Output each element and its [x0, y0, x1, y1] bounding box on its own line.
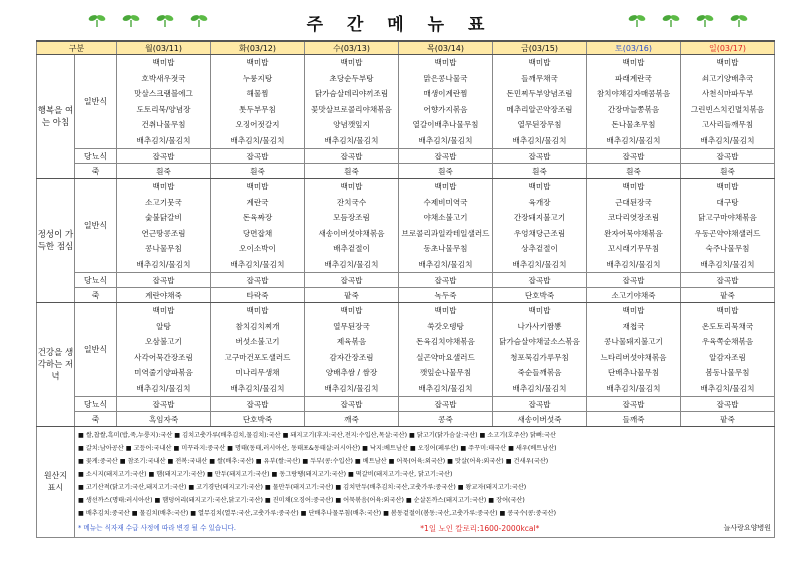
origin-line: ■ 쌀,찹쌀,흑미(밥,죽,누룽지):국산 ■ 김치고춧가루(배추김치,물김치):국산 ■ 돼지고기(후지:국산,전지:수입산,목살:국산) ■ 닭고기(닭가슴살:국산) ■ 소고기(호주산) 닭뼈:국산 [78, 432, 556, 439]
porridge-menu-cell: 타락죽 [211, 288, 305, 303]
porridge-menu-cell: 흰죽 [399, 164, 493, 179]
menu-item: 알탕 [156, 321, 171, 331]
menu-item: 호박새우젓국 [141, 73, 186, 83]
diabetic-menu-cell: 잡곡밥 [493, 149, 587, 164]
day-header: 수(03/13) [305, 41, 399, 55]
diabetic-menu-cell: 잡곡밥 [493, 397, 587, 412]
menu-item: 제육볶음 [336, 337, 367, 346]
porridge-menu-cell: 흰죽 [493, 164, 587, 179]
day-menu-cell [305, 303, 399, 397]
menu-item: 배추김치/물김치 [418, 383, 473, 393]
menu-item: 배추김치/물김치 [606, 135, 661, 145]
menu-item: 고사리들깨무침 [701, 120, 754, 129]
porridge-menu-cell: 소고기야채죽 [587, 288, 681, 303]
menu-item: 해물찜 [246, 89, 269, 98]
menu-item: 숯불닭갈비 [145, 213, 182, 222]
menu-item: 배추김치/물김치 [136, 383, 191, 393]
menu-item: 잔치국수 [336, 197, 367, 207]
menu-item: 소고기뭇국 [145, 197, 182, 207]
diabetic-menu-cell: 잡곡밥 [399, 149, 493, 164]
menu-item: 배추김치/물김치 [418, 259, 473, 269]
menu-item: 닭고구마야채볶음 [698, 213, 757, 222]
menu-item: 사각어묵간장조림 [134, 352, 193, 362]
porridge-menu-cell: 흰죽 [117, 164, 211, 179]
menu-item: 백미밥 [340, 306, 363, 315]
menu-item: 코다리엿장조림 [607, 213, 660, 222]
porridge-menu-cell: 녹두죽 [399, 288, 493, 303]
meal-name: 건강을 생각하는 저녁 [37, 303, 75, 427]
page-title: 주 간 메 뉴 표 [306, 15, 494, 35]
menu-item: 참치김치찌개 [235, 321, 280, 331]
porridge-menu-cell: 깨죽 [305, 412, 399, 427]
diabetic-meal-row [37, 273, 775, 288]
menu-item: 백미밥 [434, 306, 457, 315]
menu-item: 백미밥 [716, 306, 739, 315]
menu-item: 연근땅콩조림 [141, 228, 186, 238]
origin-line: ■ 고기산적(닭고기:국산,돼지고기:국산) ■ 고기경단(돼지고기:국산) ■ 물만두(돼지고기:국산) ■ 김치만두(배추김치:국산,고춧가루:중국산) ■ 왕교자(돼지고기:국산) [78, 484, 527, 491]
menu-item: 모듬장조림 [333, 213, 370, 222]
origin-line: ■ 갈치:남아공산 ■ 고등어:국내산 ■ 미꾸라지:중국산 ■ 명태(동태,러시아산, 동태포&동태살:러시아산) ■ 낙지:베트남산 ■ 오징어(페루산) ■ 주꾸미:태국산 ■ 새우(베트남산) [78, 445, 557, 452]
day-menu-cell [681, 55, 775, 149]
menu-item: 쑥갓오뎅탕 [427, 321, 464, 331]
menu-item: 백미밥 [340, 182, 363, 191]
porridge-menu-cell: 단호박죽 [493, 288, 587, 303]
day-menu-cell [117, 179, 211, 273]
porridge-menu-cell: 팥죽 [305, 288, 399, 303]
diabetic-menu-cell: 잡곡밥 [305, 273, 399, 288]
menu-item: 배추김치/물김치 [324, 135, 379, 145]
sprout-icon [730, 12, 748, 31]
menu-item: 알감자조림 [709, 352, 746, 362]
menu-item: 돈육짜장 [242, 213, 273, 222]
day-menu-cell [305, 55, 399, 149]
menu-item: 맑은콩나물국 [423, 73, 468, 83]
menu-item: 우엉채당근조림 [513, 228, 566, 238]
hospital-name: 늘사랑요양병원 [723, 524, 771, 532]
day-menu-cell [399, 179, 493, 273]
diabetic-menu-cell: 잡곡밥 [681, 149, 775, 164]
menu-item: 브로콜리과일칵테일샐러드 [401, 228, 490, 238]
menu-item: 상추겉절이 [521, 244, 558, 253]
menu-item: 깻잎순나물무침 [419, 368, 472, 377]
diabetic-menu-cell: 잡곡밥 [211, 273, 305, 288]
menu-item: 완자어묵야채볶음 [604, 228, 663, 238]
meal-name: 정성이 가득한 점심 [37, 179, 75, 303]
menu-item: 배추김치/물김치 [512, 135, 567, 145]
diabetic-menu-cell: 잡곡밥 [681, 397, 775, 412]
day-menu-cell [587, 179, 681, 273]
sprout-decoration-right [628, 12, 748, 31]
menu-item: 나가사키짬뽕 [517, 321, 562, 331]
menu-item: 백미밥 [434, 58, 457, 67]
diabetic-menu-cell: 잡곡밥 [211, 397, 305, 412]
porridge-label: 죽 [75, 288, 117, 303]
menu-item: 돈육김치야채볶음 [416, 337, 475, 346]
menu-item: 배추김치/물김치 [700, 135, 755, 145]
diabetic-menu-cell: 잡곡밥 [587, 273, 681, 288]
menu-item: 배추김치/물김치 [512, 259, 567, 269]
day-header-sunday: 일(03/17) [681, 41, 775, 55]
menu-item: 봄동나물무침 [705, 368, 750, 377]
menu-item: 수제비미역국 [423, 197, 468, 207]
porridge-label: 죽 [75, 412, 117, 427]
porridge-menu-cell: 새송이버섯죽 [493, 412, 587, 427]
porridge-label: 죽 [75, 164, 117, 179]
menu-item: 백미밥 [152, 58, 175, 67]
menu-item: 들깨무채국 [521, 73, 558, 83]
porridge-menu-cell: 흑임자죽 [117, 412, 211, 427]
menu-item: 청포묵김가루무침 [510, 352, 569, 362]
menu-item: 오삼불고기 [145, 337, 182, 346]
day-menu-cell [681, 179, 775, 273]
menu-item: 배추김치/물김치 [512, 383, 567, 393]
day-menu-cell [211, 179, 305, 273]
porridge-meal-row [37, 288, 775, 303]
menu-item: 백미밥 [246, 182, 269, 191]
diabetic-label: 당뇨식 [75, 397, 117, 412]
menu-item: 사천식마파두부 [701, 89, 754, 98]
diabetic-menu-cell: 잡곡밥 [305, 397, 399, 412]
day-header: 금(03/15) [493, 41, 587, 55]
menu-change-note: * 메뉴는 식자재 수급 사정에 따라 변경 될 수 있습니다. [78, 524, 237, 532]
diabetic-menu-cell: 잡곡밥 [399, 397, 493, 412]
menu-item: 백미밥 [716, 182, 739, 191]
porridge-menu-cell: 팥죽 [681, 412, 775, 427]
menu-item: 쇠고기양배추국 [701, 73, 754, 83]
day-menu-cell [399, 55, 493, 149]
diabetic-menu-cell: 잡곡밥 [117, 273, 211, 288]
day-menu-cell [305, 179, 399, 273]
menu-item: 양념깻잎지 [333, 120, 370, 129]
general-meal-row [37, 303, 775, 397]
diabetic-meal-row [37, 397, 775, 412]
calorie-note: *1일 노인 칼로리:1600-2000kcal* [420, 524, 540, 533]
menu-item: 재첩국 [622, 321, 645, 331]
header-row [37, 41, 775, 55]
menu-item: 건취나물무침 [141, 120, 186, 129]
day-menu-cell [587, 55, 681, 149]
menu-item: 우동곤약야채샐러드 [694, 228, 761, 238]
origin-row [37, 427, 775, 538]
porridge-menu-cell: 콩죽 [399, 412, 493, 427]
menu-item: 백미밥 [528, 58, 551, 67]
origin-line: ■ 생선까스(명태:러시아산) ■ 햄덩어리(돼지고기:국산,닭고기:국산) ■ 진미채(오징어:중국산) ■ 어묵볶음(어육:외국산) ■ 순살돈까스(돼지고기:국산) ■ 장어(국산) [78, 497, 525, 504]
menu-item: 돈민찌두부양념조림 [506, 89, 573, 98]
menu-item: 오이소박이 [239, 244, 276, 253]
porridge-menu-cell: 팥죽 [681, 288, 775, 303]
diabetic-label: 당뇨식 [75, 273, 117, 288]
origin-content [75, 427, 775, 538]
diabetic-menu-cell: 잡곡밥 [587, 397, 681, 412]
origin-notes [78, 522, 771, 535]
menu-item: 우육쪽순채볶음 [701, 337, 754, 346]
menu-item: 버섯소불고기 [235, 337, 280, 346]
origin-lines [78, 429, 771, 520]
menu-table [36, 40, 775, 538]
day-header: 목(03/14) [399, 41, 493, 55]
porridge-menu-cell: 단호박죽 [211, 412, 305, 427]
diabetic-menu-cell: 잡곡밥 [681, 273, 775, 288]
menu-item: 숙주나물무침 [705, 244, 750, 253]
menu-item: 참치야채김자매콤볶음 [596, 89, 671, 98]
menu-item: 육개장 [528, 197, 551, 207]
menu-item: 백미밥 [622, 182, 645, 191]
porridge-menu-cell: 흰죽 [305, 164, 399, 179]
menu-item: 백미밥 [528, 182, 551, 191]
menu-item: 감자간장조림 [329, 352, 374, 362]
menu-item: 열무된장국 [333, 321, 370, 331]
menu-item: 야채소불고기 [423, 213, 468, 222]
meal-name: 행복을 여는 아침 [37, 55, 75, 179]
menu-item: 열무된장무침 [517, 120, 562, 129]
menu-item: 미역줄기양파볶음 [134, 368, 193, 377]
menu-item: 당면잡채 [242, 228, 273, 238]
diabetic-menu-cell: 잡곡밥 [117, 397, 211, 412]
menu-item: 백미밥 [622, 306, 645, 315]
menu-item: 닭가슴살야채굴소스볶음 [499, 337, 580, 346]
menu-item: 닭가슴살데리야끼조림 [314, 89, 389, 98]
day-menu-cell [493, 303, 587, 397]
diabetic-meal-row [37, 149, 775, 164]
origin-line: ■ 소시지(돼지고기:국산) ■ 햄(돼지고기:국산) ■ 만두(돼지고기:국산) ■ 동그랑땡(돼지고기:국산) ■ 떡갈비(돼지고기:국산, 닭고기:국산) [78, 471, 453, 478]
porridge-menu-cell: 계란야채죽 [117, 288, 211, 303]
menu-item: 꽃맛살브로콜리야채볶음 [311, 104, 392, 114]
menu-item: 메추리알곤약장조림 [506, 104, 573, 114]
menu-item: 미나리무생채 [235, 368, 280, 377]
porridge-menu-cell: 들깨죽 [587, 412, 681, 427]
diabetic-menu-cell: 잡곡밥 [305, 149, 399, 164]
day-menu-cell [211, 303, 305, 397]
day-menu-cell [493, 55, 587, 149]
menu-item: 누룽지탕 [242, 73, 273, 83]
menu-item: 톳두부무침 [239, 104, 276, 114]
day-menu-cell [117, 303, 211, 397]
menu-item: 배추김치/물김치 [324, 259, 379, 269]
menu-item: 온도토리묵채국 [701, 321, 754, 331]
menu-item: 백미밥 [622, 58, 645, 67]
day-menu-cell [587, 303, 681, 397]
menu-item: 백미밥 [340, 58, 363, 67]
porridge-menu-cell: 흰죽 [587, 164, 681, 179]
sprout-icon [696, 12, 714, 31]
porridge-meal-row [37, 412, 775, 427]
menu-item: 꼬시래기무무침 [607, 244, 660, 253]
menu-item: 간장돼지불고기 [513, 213, 566, 222]
menu-item: 간장마늘쫑볶음 [607, 104, 660, 114]
menu-item: 대구탕 [716, 197, 739, 207]
menu-item: 초당순두부탕 [329, 73, 374, 83]
menu-item: 백미밥 [246, 58, 269, 67]
menu-item: 오징어젓갈지 [235, 120, 280, 129]
menu-item: 콩나물무침 [145, 244, 182, 253]
general-meal-row [37, 55, 775, 149]
menu-item: 고구마건포도샐러드 [224, 352, 291, 362]
porridge-meal-row [37, 164, 775, 179]
sprout-icon [662, 12, 680, 31]
diabetic-menu-cell: 잡곡밥 [117, 149, 211, 164]
menu-item: 맛살스크램블에그 [134, 89, 193, 98]
diabetic-menu-cell: 잡곡밥 [211, 149, 305, 164]
menu-item: 배추김치/물김치 [324, 383, 379, 393]
menu-item: 실곤약마요샐러드 [416, 352, 475, 362]
general-label: 일반식 [75, 55, 117, 149]
menu-item: 배추김치/물김치 [606, 259, 661, 269]
menu-item: 돈나물초무침 [611, 120, 656, 129]
day-header: 월(03/11) [117, 41, 211, 55]
menu-item: 동초나물무침 [423, 244, 468, 253]
origin-line: ■ 꽃게:중국산 ■ 참조기:국내산 ■ 전복:국내산 ■ 쌀(배추:국산) ■ 유부(쌀:국산) ■ 두부(콩:수입산) ■ 베트남산 ■ 어묵(어육:외국산) ■ 맛살(어육:외국산) ■ 건새우(국산) [78, 458, 549, 465]
menu-item: 배추김치/물김치 [700, 383, 755, 393]
diabetic-label: 당뇨식 [75, 149, 117, 164]
menu-item: 배추겉절이 [333, 244, 370, 253]
header-corner: 구분 [37, 41, 117, 55]
porridge-menu-cell: 흰죽 [211, 164, 305, 179]
day-menu-cell [211, 55, 305, 149]
menu-item: 백미밥 [434, 182, 457, 191]
sprout-icon [628, 12, 646, 31]
menu-item: 백미밥 [152, 182, 175, 191]
menu-item: 느타리버섯야채볶음 [600, 352, 667, 362]
menu-item: 양배추쌈 / 쌈장 [325, 368, 378, 377]
menu-item: 배추김치/물김치 [230, 135, 285, 145]
menu-item: 파래계란국 [615, 73, 652, 83]
day-header-saturday: 토(03/16) [587, 41, 681, 55]
menu-item: 열갈이배추나물무침 [412, 120, 479, 129]
general-meal-row [37, 179, 775, 273]
menu-item: 죽순들깨볶음 [517, 368, 562, 377]
menu-item: 배추김치/물김치 [230, 383, 285, 393]
menu-item: 어향가지볶음 [423, 104, 468, 114]
menu-item: 그린빈스치킨멸치볶음 [690, 104, 765, 114]
day-menu-cell [399, 303, 493, 397]
menu-item: 배추김치/물김치 [136, 135, 191, 145]
menu-item: 배추김치/물김치 [136, 259, 191, 269]
menu-item: 계란국 [246, 197, 269, 207]
menu-item: 배추김치/물김치 [230, 259, 285, 269]
day-header: 화(03/12) [211, 41, 305, 55]
general-label: 일반식 [75, 179, 117, 273]
menu-item: 새송이버섯야채볶음 [318, 228, 385, 238]
origin-line: ■ 배추김치:중국산 ■ 물김치(배추:국산) ■ 열무김치(열무:국산,고춧가루:중국산) ■ 단배추나물무침(배추:국산) ■ 봄동겉절이(봄동:국산,고춧가루:중국산) ■ 콩국수(콩:중국산) [78, 510, 557, 517]
menu-item: 백미밥 [246, 306, 269, 315]
day-menu-cell [493, 179, 587, 273]
menu-item: 배추김치/물김치 [418, 135, 473, 145]
diabetic-menu-cell: 잡곡밥 [399, 273, 493, 288]
menu-item: 콩나물돼지불고기 [604, 337, 663, 346]
menu-item: 단배추나물무침 [607, 368, 660, 377]
menu-item: 도토리묵/양념장 [136, 104, 191, 114]
day-menu-cell [117, 55, 211, 149]
menu-item: 근대된장국 [615, 197, 652, 207]
menu-item: 백미밥 [528, 306, 551, 315]
menu-item: 매생이계란찜 [423, 89, 468, 98]
menu-item: 백미밥 [716, 58, 739, 67]
menu-item: 백미밥 [152, 306, 175, 315]
day-menu-cell [681, 303, 775, 397]
origin-label: 원산지 표시 [37, 427, 75, 538]
porridge-menu-cell: 흰죽 [681, 164, 775, 179]
diabetic-menu-cell: 잡곡밥 [493, 273, 587, 288]
diabetic-menu-cell: 잡곡밥 [587, 149, 681, 164]
general-label: 일반식 [75, 303, 117, 397]
menu-item: 배추김치/물김치 [606, 383, 661, 393]
menu-item: 배추김치/물김치 [700, 259, 755, 269]
